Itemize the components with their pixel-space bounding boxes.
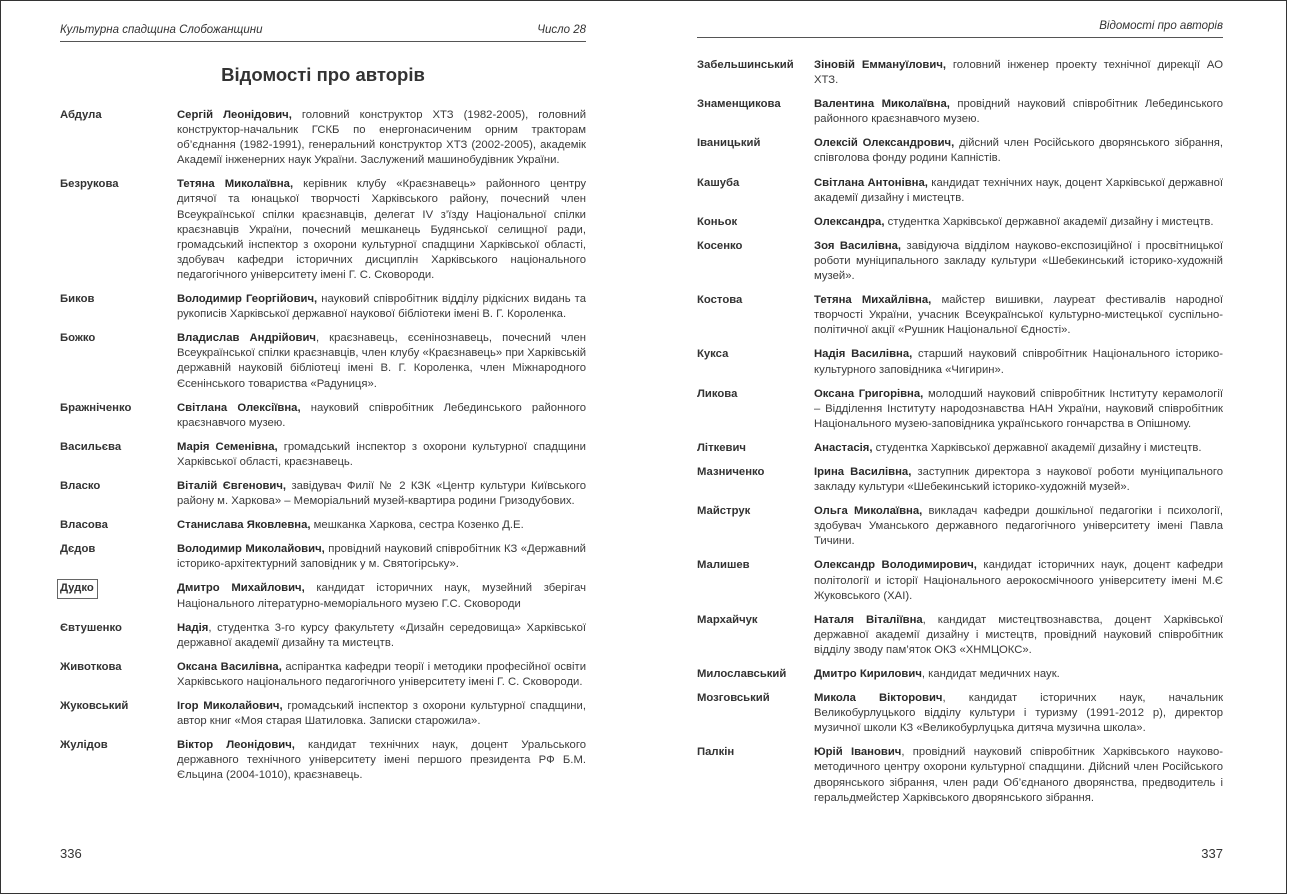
author-list xyxy=(697,58,1223,815)
author-given-name: Дмитро Кирилович xyxy=(814,668,922,680)
author-bio xyxy=(814,558,1223,603)
author-surname xyxy=(697,667,814,682)
author-given-name: Оксана Григорівна, xyxy=(814,387,924,400)
author-surname xyxy=(60,331,177,391)
left-page xyxy=(60,0,586,896)
author-given-name: Олексій Олександрович, xyxy=(814,137,955,150)
author-description: , провідний науковий співробітник Харківського науково-методичного центру охорони культурної спадщини. Дійсний член Російського дворянського зібрання, член ради Об’єднаного дворянства, предводитель і геральдмейстер Харківського дворянського зібрання. xyxy=(814,746,1223,804)
surname-text: Жуковський xyxy=(60,700,129,712)
journal-title: Культурна спадщина Слобожанщини xyxy=(60,24,263,36)
author-entry xyxy=(697,58,1223,88)
author-surname xyxy=(697,136,814,166)
author-entry xyxy=(697,465,1223,495)
running-head xyxy=(60,24,586,42)
author-surname xyxy=(697,239,814,284)
author-surname xyxy=(697,465,814,495)
author-list xyxy=(60,108,586,792)
author-entry xyxy=(697,613,1223,658)
author-given-name: Світлана Олексіївна, xyxy=(177,401,301,414)
author-entry xyxy=(60,177,586,283)
author-bio xyxy=(177,401,586,431)
author-bio xyxy=(177,331,586,391)
author-given-name: Владислав Андрійович xyxy=(177,332,316,345)
surname-text: Палкін xyxy=(697,746,735,759)
surname-text: Косенко xyxy=(697,239,743,252)
surname-text: Абдула xyxy=(60,109,102,121)
author-description: , кандидат медичних наук. xyxy=(921,668,1060,680)
author-surname xyxy=(60,292,177,322)
surname-text: Літкевич xyxy=(697,441,746,454)
author-description: науковий співробітник Лебединського районного краєзнавчого музею. xyxy=(177,401,586,429)
author-description: громадський інспектор з охорони культурної спадщини, автор книг «Моя старая Шатиловка. Записки старожила». xyxy=(177,700,586,728)
author-surname xyxy=(60,699,177,729)
author-description: провідний науковий співробітник КЗ «Державний історико-архітектурний заповідник у м. Святогірську». xyxy=(177,543,586,571)
author-bio xyxy=(177,660,586,690)
author-surname xyxy=(697,558,814,603)
author-bio xyxy=(177,479,586,509)
author-description: студентка Харківської державної академії дизайну і мистецтв. xyxy=(884,215,1214,228)
author-surname xyxy=(60,621,177,651)
author-bio xyxy=(177,621,586,651)
author-given-name: Ігор Миколайович, xyxy=(177,700,283,712)
author-surname xyxy=(60,177,177,283)
author-given-name: Тетяна Миколаївна, xyxy=(177,178,294,191)
author-description: керівник клубу «Краєзнавець» районного центру дитячої та юнацької творчості Харківського району, почесний член Всеукраїнської спілки краєзнавців, делегат IV з’їзду Національної спілки краєзнавців України, почесний мешканець Будянської селищної ради, громадський інспектор з охорони культурної спадщини Харківської області, здобувач кафедри історичних дисциплін Харківського національного педагогічного університету імені Г. С. Сковороди. xyxy=(177,178,587,281)
author-description: головний інженер проекту технічної дирекції АО ХТЗ. xyxy=(814,59,1223,87)
author-description: кандидат технічних наук, доцент Харківської державної академії дизайну і мистецтв. xyxy=(814,176,1223,204)
author-description: завідувач Филії № 2 КЗК «Центр культури Київського району м. Харкова» – Меморіальний музей-квартира родини Гризодубових. xyxy=(177,479,586,508)
author-given-name: Юрій Іванович xyxy=(814,746,902,759)
author-entry xyxy=(697,691,1223,736)
author-description: , кандидат мистецтвознавства, доцент Харківської державної академії дизайну і мистецтв, провідний науковий співробітник відділу зводу пам’яток ОКЗ «ХНМЦОКС». xyxy=(814,613,1223,656)
author-entry xyxy=(60,479,586,509)
author-entry xyxy=(697,97,1223,127)
surname-text: Животкова xyxy=(60,660,122,673)
author-bio xyxy=(814,441,1223,456)
author-description: , кандидат історичних наук, начальник Великобурлуцького відділу культури і туризму (1991-2012 р), директор музичної школи КЗ «Великобурлуцька дитяча музична школа». xyxy=(814,692,1224,735)
author-surname xyxy=(697,293,814,338)
right-page xyxy=(697,0,1223,896)
author-description: , краєзнавець, єсенінознавець, почесний член Всеукраїнської спілки краєзнавців, член клубу «Краєзнавець» при Харківській державній науковій бібліотеці імені В. Г. Короленка, член Міжнародного Єсенінського товариства «Радуниця». xyxy=(177,332,586,390)
author-bio xyxy=(814,176,1223,206)
surname-text: Васильєва xyxy=(60,440,122,453)
author-given-name: Віталій Євгенович, xyxy=(177,479,287,492)
author-given-name: Анастасія, xyxy=(814,441,873,454)
author-bio xyxy=(814,136,1223,166)
author-bio xyxy=(177,292,586,322)
author-given-name: Володимир Георгійович, xyxy=(177,293,318,306)
author-bio xyxy=(177,440,586,470)
author-entry xyxy=(697,293,1223,338)
author-surname xyxy=(60,660,177,690)
author-given-name: Володимир Миколайович, xyxy=(177,543,325,556)
surname-text: Коньок xyxy=(697,215,738,228)
author-bio xyxy=(814,239,1223,284)
author-given-name: Надія Василівна, xyxy=(814,348,913,361)
author-bio xyxy=(814,293,1223,338)
author-surname xyxy=(697,504,814,549)
author-surname xyxy=(697,441,814,456)
author-given-name: Тетяна Михайлівна, xyxy=(814,294,932,307)
author-bio xyxy=(177,581,586,611)
author-entry xyxy=(697,387,1223,432)
author-surname xyxy=(697,613,814,658)
author-description: кандидат історичних наук, доцент кафедри політології и історії Національного аерокосмічноого університету імені М.Є Жуковського (ХАІ). xyxy=(814,559,1224,602)
surname-text: Мархайчук xyxy=(697,613,758,626)
author-surname xyxy=(697,215,814,230)
author-entry xyxy=(697,347,1223,377)
author-entry xyxy=(60,440,586,470)
author-given-name: Зоя Василівна, xyxy=(814,239,902,252)
author-entry xyxy=(697,441,1223,456)
author-description: кандидат історичних наук, музейний зберігач Національного літературно-меморіального музею Г.С. Сковороди xyxy=(177,582,586,610)
author-entry xyxy=(60,542,586,572)
surname-text: Дудко xyxy=(57,579,98,598)
author-given-name: Оксана Василівна, xyxy=(177,660,282,673)
author-surname xyxy=(60,401,177,431)
author-surname xyxy=(697,745,814,805)
surname-text: Малишев xyxy=(697,559,750,572)
surname-text: Ликова xyxy=(697,387,738,400)
author-description: , студентка 3-го курсу факультету «Дизайн середовища» Харківської державної академії дизайну та мистецтв. xyxy=(177,621,586,649)
author-entry xyxy=(60,401,586,431)
author-bio xyxy=(177,518,586,533)
author-bio xyxy=(814,347,1223,377)
author-bio xyxy=(814,613,1223,658)
author-entry xyxy=(697,176,1223,206)
author-entry xyxy=(60,581,586,611)
author-entry xyxy=(60,108,586,168)
author-surname xyxy=(60,440,177,470)
author-given-name: Світлана Антонівна, xyxy=(814,176,928,189)
author-bio xyxy=(177,738,586,783)
author-surname xyxy=(60,542,177,572)
surname-text: Власко xyxy=(60,479,101,492)
author-surname xyxy=(60,108,177,168)
author-given-name: Сергій Леонідович, xyxy=(177,109,292,121)
author-description: головний конструктор ХТЗ (1982-2005), головний конструктор-начальник ГСКБ по енергонасиченим орним тракторам об’єднання (1982-1991), генеральний конструктор ХТЗ (2002-2005), академік Академії інженерних наук України. Заслужений машинобудівник України. xyxy=(177,109,586,167)
author-bio xyxy=(177,699,586,729)
author-bio xyxy=(814,97,1223,127)
author-entry xyxy=(697,745,1223,805)
author-description: студентка Харківської державної академії дизайну і мистецтв. xyxy=(872,441,1202,454)
running-head xyxy=(697,20,1223,38)
surname-text: Власова xyxy=(60,519,108,532)
author-given-name: Наталя Віталіївна xyxy=(814,613,923,626)
author-entry xyxy=(697,504,1223,549)
surname-text: Безрукова xyxy=(60,178,119,191)
author-description: мешканка Харкова, сестра Козенко Д.Е. xyxy=(310,519,524,532)
surname-text: Майструк xyxy=(697,505,751,518)
author-description: завідуюча відділом науково-експозиційної і просвітницької роботи муніципального закладу культури «Шебекинський історико-художній музей». xyxy=(814,239,1223,283)
author-surname xyxy=(697,387,814,432)
surname-text: Биков xyxy=(60,293,95,306)
author-surname xyxy=(60,518,177,533)
author-description: дійсний член Російського дворянського зібрання, співголова фонду родини Капністів. xyxy=(814,137,1223,165)
section-running-title: Відомості про авторів xyxy=(1099,20,1223,32)
surname-text: Мозговський xyxy=(697,692,770,705)
author-bio xyxy=(814,215,1223,230)
surname-text: Бражніченко xyxy=(60,401,132,414)
author-description: викладач кафедри дошкільної педагогіки і психології, здобувач Уманського державного педагогічного університету імені Павла Тичини. xyxy=(814,505,1223,548)
author-given-name: Станислава Яковлевна, xyxy=(177,519,311,532)
author-given-name: Валентина Миколаївна, xyxy=(814,98,950,111)
author-bio xyxy=(814,504,1223,549)
author-entry xyxy=(60,621,586,651)
author-entry xyxy=(60,738,586,783)
author-description: громадський інспектор з охорони культурної спадщини Харківської області, краєзнавець. xyxy=(177,440,586,468)
author-bio xyxy=(177,177,586,283)
page-number: 337 xyxy=(1201,846,1223,861)
author-bio xyxy=(814,667,1223,682)
author-entry xyxy=(697,667,1223,682)
author-given-name: Дмитро Михайлович, xyxy=(177,582,305,595)
author-given-name: Марія Семенівна, xyxy=(177,440,278,453)
author-entry xyxy=(60,292,586,322)
surname-text: Дєдов xyxy=(60,543,96,556)
author-surname xyxy=(697,347,814,377)
author-bio xyxy=(814,58,1223,88)
author-surname-highlighted xyxy=(60,581,177,611)
issue-number: Число 28 xyxy=(537,24,586,36)
author-surname xyxy=(697,691,814,736)
surname-text: Кукса xyxy=(697,348,729,361)
author-surname xyxy=(697,97,814,127)
author-bio xyxy=(177,542,586,572)
author-entry xyxy=(697,558,1223,603)
author-bio xyxy=(814,691,1223,736)
author-given-name: Олександр Володимирович, xyxy=(814,559,977,572)
surname-text: Знаменщикова xyxy=(697,98,781,111)
author-bio xyxy=(177,108,586,168)
author-description: молодший науковий співробітник Інституту керамології – Відділення Інституту народознавства НАН України, науковий співробітник Національного музею-заповідника українського гончарства в Опішному. xyxy=(814,387,1223,430)
author-given-name: Микола Вікторович xyxy=(814,692,943,705)
author-description: провідний науковий співробітник Лебединського районного краєзнавчого музею. xyxy=(814,98,1223,126)
surname-text: Євтушенко xyxy=(60,621,122,634)
surname-text: Костова xyxy=(697,294,743,307)
author-surname xyxy=(60,738,177,783)
author-description: заступник директора з наукової роботи муніципального закладу культури «Шебекинський історико-художній музей». xyxy=(814,465,1224,494)
author-description: кандидат технічних наук, доцент Уральського державного технічного університету імені першого президента РФ Б.М. Єльцина (2004-1010), краєзнавець. xyxy=(177,739,586,782)
author-description: науковий співробітник відділу рідкісних видань та рукописів Харківської державної наукової бібліотеки імені В. Г. Короленка. xyxy=(177,293,587,321)
author-entry xyxy=(697,136,1223,166)
author-entry xyxy=(697,239,1223,284)
author-given-name: Зіновій Еммануїлович, xyxy=(814,59,947,71)
author-entry xyxy=(60,331,586,391)
author-bio xyxy=(814,745,1223,805)
page-number: 336 xyxy=(60,846,82,861)
author-surname xyxy=(697,58,814,88)
author-description: аспірантка кафедри теорії і методики професійної освіти Харківського національного педагогічного університету імені Г. С. Сковороди. xyxy=(177,660,587,688)
author-entry xyxy=(697,215,1223,230)
author-given-name: Ольга Миколаївна, xyxy=(814,505,923,518)
author-given-name: Олександра, xyxy=(814,215,885,228)
author-bio xyxy=(814,465,1223,495)
author-entry xyxy=(60,660,586,690)
author-surname xyxy=(697,176,814,206)
surname-text: Кашуба xyxy=(697,176,740,189)
surname-text: Божко xyxy=(60,332,96,345)
surname-text: Мазниченко xyxy=(697,465,765,478)
author-given-name: Віктор Леонідович, xyxy=(177,739,295,752)
section-title: Відомості про авторів xyxy=(221,64,425,85)
author-description: майстер вишивки, лауреат фестивалів народної творчості України, учасник Всеукраїнської культурно-мистецької суспільно-політичної акції «Рушник Національної Єдності». xyxy=(814,294,1223,337)
author-surname xyxy=(60,479,177,509)
author-bio xyxy=(814,387,1223,432)
author-description: старший науковий співробітник Національного історико-культурного заповідника «Чигирин». xyxy=(814,348,1224,376)
author-entry xyxy=(60,518,586,533)
author-given-name: Ірина Василівна, xyxy=(814,465,912,478)
surname-text: Забельшинський xyxy=(697,59,794,71)
surname-text: Жулідов xyxy=(60,739,108,752)
author-entry xyxy=(60,699,586,729)
author-given-name: Надія xyxy=(177,621,209,634)
surname-text: Іваницький xyxy=(697,137,761,150)
surname-text: Милославський xyxy=(697,668,787,680)
